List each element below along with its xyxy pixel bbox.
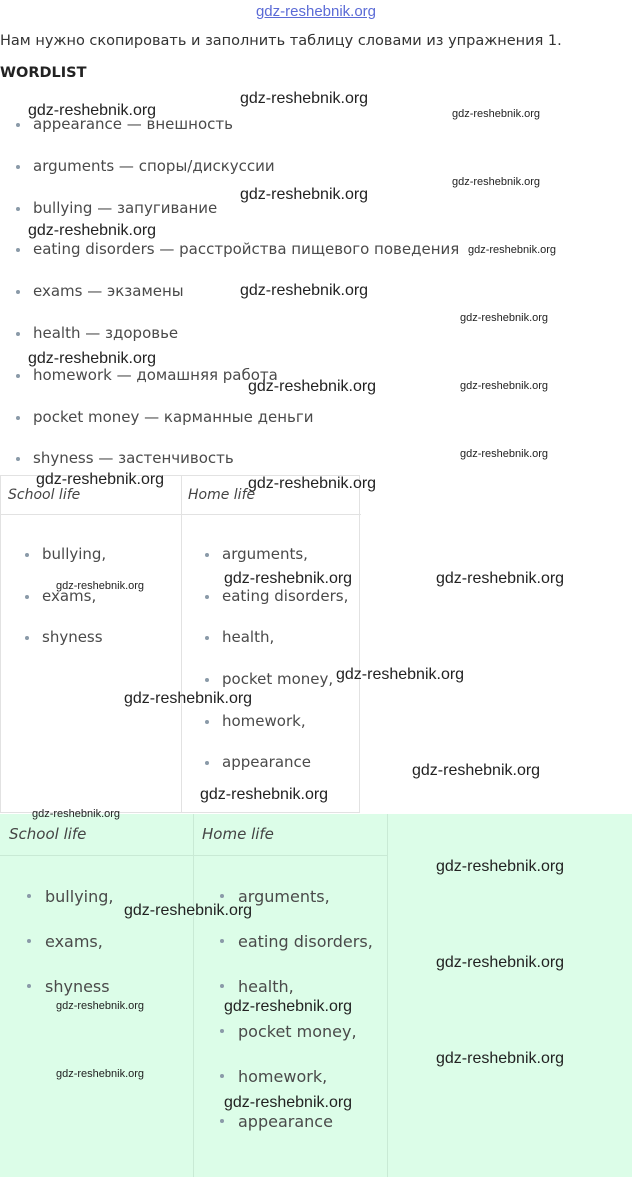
list-item: exams — экзамены [0,271,459,313]
bullet-icon [16,290,20,294]
intro-text: Нам нужно скопировать и заполнить таблицу словами из упражнения 1. [0,33,562,49]
bullet-icon [27,984,31,988]
bullet-icon [16,457,20,461]
watermark: gdz-reshebnik.org [124,690,253,707]
bullet-icon [27,894,31,898]
watermark: gdz-reshebnik.org [436,858,565,875]
watermark: gdz-reshebnik.org [36,471,165,488]
watermark: gdz-reshebnik.org [28,102,157,119]
list-item: homework, [181,701,361,743]
list-item: exams, [0,919,193,964]
site-header-link[interactable]: gdz-reshebnik.org [255,3,377,20]
watermark: gdz-reshebnik.org [240,282,369,299]
bullet-icon [205,636,209,640]
list-item: homework, [193,1054,387,1099]
bullet-icon [27,939,31,943]
list-item: bullying, [1,534,181,576]
bullet-icon [205,553,209,557]
watermark: gdz-reshebnik.org [436,1050,565,1067]
watermark: gdz-reshebnik.org [224,998,353,1015]
list-item: pocket money — карманные деньги [0,397,459,439]
watermark: gdz-reshebnik.org [56,1068,145,1080]
list-item: appearance [181,742,361,784]
list-item: eating disorders, [181,576,361,618]
watermark: gdz-reshebnik.org [32,808,121,820]
list-item: eating disorders, [193,919,387,964]
table-header-school: School life [1,476,181,515]
watermark: gdz-reshebnik.org [412,762,541,779]
watermark: gdz-reshebnik.org [468,244,557,256]
bullet-icon [16,248,20,252]
bullet-icon [205,720,209,724]
bullet-icon [25,595,29,599]
list-item: eating disorders — расстройства пищевого поведения [0,229,459,271]
list-item: shyness [1,617,181,659]
watermark: gdz-reshebnik.org [200,786,329,803]
watermark: gdz-reshebnik.org [460,380,549,392]
watermark: gdz-reshebnik.org [460,312,549,324]
list-item: arguments, [193,874,387,919]
bullet-icon [220,1029,224,1033]
watermark: gdz-reshebnik.org [336,666,465,683]
list-item: shyness — застенчивость [0,438,459,480]
watermark: gdz-reshebnik.org [28,222,157,239]
watermark: gdz-reshebnik.org [452,176,541,188]
table-header-school: School life [0,814,193,856]
watermark: gdz-reshebnik.org [460,448,549,460]
bullet-icon [25,636,29,640]
bullet-icon [220,984,224,988]
table-header-home: Home life [193,814,387,856]
list-item: exams, [1,576,181,618]
table-header-home: Home life [181,476,361,515]
bullet-icon [205,678,209,682]
table-column-home [181,476,361,812]
bullet-icon [16,332,20,336]
watermark: gdz-reshebnik.org [436,954,565,971]
list-item: arguments — споры/дискуссии [0,146,459,188]
wordlist-title: WORDLIST [0,65,87,81]
list-item: health, [181,617,361,659]
watermark: gdz-reshebnik.org [240,186,369,203]
bullet-icon [220,939,224,943]
list-item: bullying, [0,874,193,919]
list-item: appearance [193,1099,387,1144]
bullet-icon [16,207,20,211]
list-item: bullying — запугивание [0,188,459,230]
bullet-icon [16,123,20,127]
watermark: gdz-reshebnik.org [240,90,369,107]
table-plain [0,475,360,813]
wordlist [0,104,459,480]
bullet-icon [205,761,209,765]
list-item: health — здоровье [0,313,459,355]
table-column-home [193,814,388,1177]
list-item: appearance — внешность [0,104,459,146]
watermark: gdz-reshebnik.org [28,350,157,367]
watermark: gdz-reshebnik.org [248,475,377,492]
watermark: gdz-reshebnik.org [56,1000,145,1012]
bullet-icon [220,1119,224,1123]
bullet-icon [220,894,224,898]
bullet-icon [16,374,20,378]
list-item: arguments, [181,534,361,576]
watermark: gdz-reshebnik.org [452,108,541,120]
watermark: gdz-reshebnik.org [224,1094,353,1111]
table-column-school [1,476,182,812]
table-column-school [0,814,194,1177]
list-item: pocket money, [193,1009,387,1054]
bullet-icon [16,416,20,420]
bullet-icon [205,595,209,599]
watermark: gdz-reshebnik.org [224,570,353,587]
watermark: gdz-reshebnik.org [56,580,145,592]
list-item: health, [193,964,387,1009]
list-item: homework — домашняя работа [0,355,459,397]
list-item: pocket money, [181,659,361,701]
list-item: shyness [0,964,193,1009]
bullet-icon [25,553,29,557]
watermark: gdz-reshebnik.org [248,378,377,395]
watermark: gdz-reshebnik.org [436,570,565,587]
watermark: gdz-reshebnik.org [124,902,253,919]
bullet-icon [220,1074,224,1078]
bullet-icon [16,165,20,169]
